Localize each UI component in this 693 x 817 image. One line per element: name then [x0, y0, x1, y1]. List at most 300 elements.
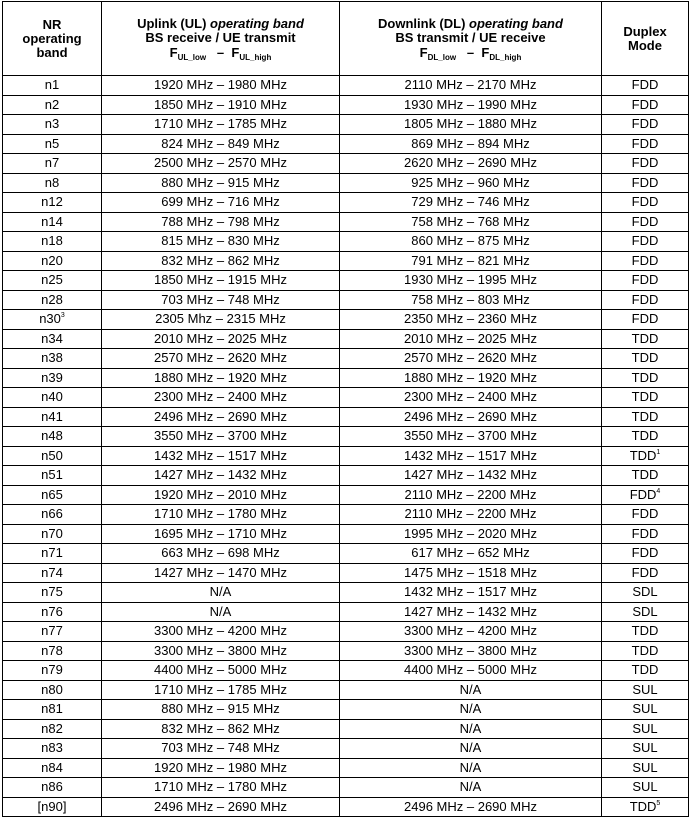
header-row	[3, 2, 689, 76]
band-cell-text: n51	[41, 467, 63, 483]
band-cell-text: n5	[44, 135, 60, 151]
uplink-cell	[102, 154, 340, 174]
downlink-cell-text: 1930 MHz – 1990 MHz	[404, 96, 537, 112]
band-cell	[3, 739, 102, 759]
band-cell-text: n86	[41, 779, 63, 795]
downlink-cell	[340, 661, 602, 681]
uplink-cell-text: 788 MHz – 798 MHz	[161, 213, 280, 229]
duplex-mode-cell	[602, 349, 689, 369]
band-cell	[3, 290, 102, 310]
duplex-mode-cell-text: SDL	[632, 584, 658, 600]
duplex-mode-cell	[602, 212, 689, 232]
uplink-cell	[102, 388, 340, 408]
downlink-cell-text: 925 MHz – 960 MHz	[411, 174, 530, 190]
duplex-mode-cell	[602, 719, 689, 739]
downlink-cell-text: 3300 MHz – 3800 MHz	[404, 642, 537, 658]
table-row	[3, 95, 689, 115]
uplink-cell	[102, 524, 340, 544]
table-row	[3, 388, 689, 408]
band-cell-text: n34	[41, 330, 63, 346]
header-col2-prefix: Uplink (UL)	[137, 16, 211, 31]
uplink-cell-text: 699 MHz – 716 MHz	[161, 194, 280, 210]
uplink-cell-text: 3300 MHz – 3800 MHz	[154, 642, 287, 658]
downlink-cell	[340, 271, 602, 291]
band-cell-text: n12	[41, 194, 63, 210]
f-dl-high-main: F	[481, 45, 490, 60]
uplink-cell	[102, 661, 340, 681]
band-cell	[3, 524, 102, 544]
duplex-mode-cell-text: TDD	[631, 662, 659, 678]
downlink-cell	[340, 583, 602, 603]
uplink-cell-text: 1920 MHz – 1980 MHz	[154, 759, 287, 775]
band-cell-text: n77	[41, 623, 63, 639]
f-dl-high-sub: DL_high	[489, 53, 522, 62]
band-cell	[3, 212, 102, 232]
downlink-cell	[340, 622, 602, 642]
table-row	[3, 680, 689, 700]
duplex-mode-cell	[602, 310, 689, 330]
duplex-mode-cell-text: SUL	[632, 740, 658, 756]
band-cell-text: n82	[41, 720, 63, 736]
table-row	[3, 154, 689, 174]
band-cell	[3, 466, 102, 486]
uplink-cell-text: 1850 MHz – 1910 MHz	[154, 96, 287, 112]
duplex-mode-cell-text: TDD	[631, 428, 659, 444]
downlink-cell	[340, 310, 602, 330]
band-cell	[3, 505, 102, 525]
duplex-mode-cell-text: TDD	[631, 408, 659, 424]
header-duplex-mode	[602, 2, 689, 76]
header-col3-line2: BS transmit / UE receive	[395, 30, 546, 45]
uplink-cell	[102, 719, 340, 739]
band-cell	[3, 485, 102, 505]
downlink-cell	[340, 95, 602, 115]
downlink-cell-text: N/A	[459, 681, 482, 697]
duplex-mode-cell	[602, 778, 689, 798]
header-col2-dash: –	[216, 45, 225, 60]
band-cell-text: n3	[44, 116, 60, 132]
band-cell	[3, 349, 102, 369]
uplink-cell	[102, 446, 340, 466]
header-col1-line1: NR	[42, 16, 62, 32]
table-row	[3, 134, 689, 154]
duplex-mode-cell-text: TDD	[631, 389, 659, 405]
downlink-cell-text: 4400 MHz – 5000 MHz	[404, 662, 537, 678]
downlink-cell	[340, 739, 602, 759]
uplink-cell	[102, 700, 340, 720]
downlink-cell	[340, 290, 602, 310]
duplex-mode-cell-text: FDD	[631, 116, 659, 132]
table-row	[3, 758, 689, 778]
table-row	[3, 466, 689, 486]
downlink-cell	[340, 602, 602, 622]
table-row	[3, 563, 689, 583]
table-row	[3, 232, 689, 252]
duplex-mode-cell	[602, 758, 689, 778]
uplink-cell-text: 1427 MHz – 1432 MHz	[154, 467, 287, 483]
band-cell-text: n1	[44, 77, 60, 93]
uplink-cell	[102, 544, 340, 564]
downlink-cell	[340, 505, 602, 525]
band-cell	[3, 271, 102, 291]
downlink-cell-text: 1427 MHz – 1432 MHz	[404, 603, 537, 619]
uplink-cell	[102, 115, 340, 135]
band-cell	[3, 700, 102, 720]
band-cell	[3, 134, 102, 154]
band-cell-text: n70	[41, 525, 63, 541]
uplink-cell-text: 2496 MHz – 2690 MHz	[154, 798, 287, 814]
downlink-cell-text: 1432 MHz – 1517 MHz	[404, 447, 537, 463]
f-ul-low-main: F	[169, 45, 178, 60]
downlink-cell-text: 1930 MHz – 1995 MHz	[404, 272, 537, 288]
band-cell-text: n25	[41, 272, 63, 288]
duplex-mode-cell-text: TDD	[631, 642, 659, 658]
table-row	[3, 583, 689, 603]
band-cell-text: n78	[41, 642, 63, 658]
downlink-cell-text: 2496 MHz – 2690 MHz	[404, 798, 537, 814]
header-col3-italic: operating band	[469, 16, 563, 31]
f-ul-high-sub: UL_high	[239, 53, 272, 62]
table-row	[3, 76, 689, 96]
header-col2-formula	[102, 46, 339, 60]
downlink-cell-text: 1475 MHz – 1518 MHz	[404, 564, 537, 580]
downlink-cell-text: N/A	[459, 759, 482, 775]
table-row	[3, 700, 689, 720]
table-row	[3, 251, 689, 271]
band-cell-text: n20	[41, 252, 63, 268]
downlink-cell-text: 860 MHz – 875 MHz	[411, 233, 530, 249]
duplex-mode-cell	[602, 193, 689, 213]
uplink-cell	[102, 251, 340, 271]
uplink-cell	[102, 271, 340, 291]
header-col3-line1	[340, 17, 601, 31]
uplink-cell-text: 1710 MHz – 1785 MHz	[154, 116, 287, 132]
band-cell-text: n71	[41, 545, 63, 561]
duplex-mode-cell-text: TDD	[631, 467, 659, 483]
duplex-mode-cell	[602, 115, 689, 135]
uplink-cell	[102, 758, 340, 778]
downlink-cell	[340, 232, 602, 252]
duplex-mode-cell	[602, 524, 689, 544]
band-cell-text: [n90]	[37, 798, 67, 814]
duplex-mode-cell	[602, 466, 689, 486]
f-ul-low-sub: UL_low	[177, 53, 207, 62]
downlink-cell-text: 2570 MHz – 2620 MHz	[404, 350, 537, 366]
band-cell	[3, 622, 102, 642]
downlink-cell-text: 2620 MHz – 2690 MHz	[404, 155, 537, 171]
uplink-cell-text: 1432 MHz – 1517 MHz	[154, 447, 287, 463]
table-row	[3, 719, 689, 739]
band-cell-text: n39	[41, 369, 63, 385]
downlink-cell-text: 2110 MHz – 2170 MHz	[404, 77, 537, 93]
band-cell-text: n79	[41, 662, 63, 678]
uplink-cell-text: 1427 MHz – 1470 MHz	[154, 564, 287, 580]
downlink-cell-text: 1995 MHz – 2020 MHz	[404, 525, 537, 541]
table-row	[3, 407, 689, 427]
downlink-cell	[340, 368, 602, 388]
f-dl-low-sub: DL_low	[427, 53, 457, 62]
uplink-cell-text: 832 MHz – 862 MHz	[161, 720, 280, 736]
duplex-mode-cell	[602, 485, 689, 505]
table-row	[3, 622, 689, 642]
duplex-mode-cell	[602, 641, 689, 661]
uplink-cell-text: 1710 MHz – 1780 MHz	[154, 506, 287, 522]
uplink-cell	[102, 310, 340, 330]
duplex-mode-cell	[602, 232, 689, 252]
band-cell-text: n2	[44, 96, 60, 112]
downlink-cell-text: 3550 MHz – 3700 MHz	[404, 428, 537, 444]
uplink-cell	[102, 212, 340, 232]
table-row	[3, 778, 689, 798]
uplink-cell-text: 880 MHz – 915 MHz	[161, 174, 280, 190]
duplex-mode-cell-text: FDD	[631, 174, 659, 190]
downlink-cell-text: N/A	[459, 740, 482, 756]
table-row	[3, 173, 689, 193]
band-cell	[3, 427, 102, 447]
duplex-mode-cell-text: SUL	[632, 681, 658, 697]
downlink-cell-text: 1432 MHz – 1517 MHz	[404, 584, 537, 600]
band-cell	[3, 583, 102, 603]
duplex-mode-cell-text: FDD	[631, 272, 659, 288]
duplex-mode-cell	[602, 680, 689, 700]
header-col3-prefix: Downlink (DL)	[378, 16, 470, 31]
duplex-mode-cell-text: TDD	[631, 330, 659, 346]
uplink-cell-text: 3300 MHz – 4200 MHz	[154, 623, 287, 639]
band-cell-text: n81	[41, 701, 63, 717]
band-cell-text: n28	[41, 291, 63, 307]
duplex-mode-cell-text: FDD	[629, 486, 657, 502]
uplink-cell	[102, 290, 340, 310]
band-cell-text: n84	[41, 759, 63, 775]
downlink-cell-text: 791 MHz – 821 MHz	[411, 252, 530, 268]
uplink-cell-text: 1920 MHz – 1980 MHz	[154, 77, 287, 93]
duplex-mode-cell	[602, 407, 689, 427]
uplink-cell	[102, 427, 340, 447]
duplex-mode-cell	[602, 797, 689, 817]
duplex-mode-cell-footnote: 1	[656, 448, 661, 456]
downlink-cell	[340, 544, 602, 564]
uplink-cell	[102, 134, 340, 154]
duplex-mode-cell-text: FDD	[631, 194, 659, 210]
duplex-mode-cell	[602, 622, 689, 642]
band-cell	[3, 368, 102, 388]
uplink-cell-text: 4400 MHz – 5000 MHz	[154, 662, 287, 678]
table-row	[3, 485, 689, 505]
duplex-mode-cell-text: SUL	[632, 720, 658, 736]
band-cell	[3, 446, 102, 466]
header-col4-line2: Mode	[628, 37, 662, 53]
downlink-cell	[340, 251, 602, 271]
table-row	[3, 427, 689, 447]
duplex-mode-cell-footnote: 5	[656, 799, 661, 807]
header-downlink-band	[340, 2, 602, 76]
uplink-cell	[102, 349, 340, 369]
band-cell-text: n8	[44, 174, 60, 190]
downlink-cell	[340, 680, 602, 700]
band-cell-text: n41	[41, 408, 63, 424]
duplex-mode-cell	[602, 700, 689, 720]
uplink-cell-text: 2570 MHz – 2620 MHz	[154, 350, 287, 366]
duplex-mode-cell	[602, 134, 689, 154]
downlink-cell-text: 2350 MHz – 2360 MHz	[404, 311, 537, 327]
band-cell	[3, 719, 102, 739]
table-row	[3, 641, 689, 661]
duplex-mode-cell-text: FDD	[631, 506, 659, 522]
band-cell-text: n66	[41, 506, 63, 522]
duplex-mode-cell	[602, 271, 689, 291]
downlink-cell	[340, 115, 602, 135]
uplink-cell-text: N/A	[209, 584, 232, 600]
duplex-mode-cell	[602, 388, 689, 408]
downlink-cell-text: 2496 MHz – 2690 MHz	[404, 408, 537, 424]
duplex-mode-cell-text: FDD	[631, 96, 659, 112]
downlink-cell	[340, 134, 602, 154]
table-row	[3, 193, 689, 213]
header-col1-line2: operating	[22, 30, 82, 46]
table-row	[3, 524, 689, 544]
downlink-cell	[340, 446, 602, 466]
band-cell	[3, 76, 102, 96]
band-cell	[3, 115, 102, 135]
duplex-mode-cell-text: FDD	[631, 564, 659, 580]
downlink-cell-text: 2110 MHz – 2200 MHz	[404, 486, 537, 502]
duplex-mode-cell-text: FDD	[631, 252, 659, 268]
duplex-mode-cell	[602, 173, 689, 193]
downlink-cell	[340, 563, 602, 583]
duplex-mode-cell-text: FDD	[631, 525, 659, 541]
duplex-mode-cell-text: FDD	[631, 233, 659, 249]
band-cell	[3, 173, 102, 193]
downlink-cell	[340, 388, 602, 408]
header-col2-line2: BS receive / UE transmit	[145, 30, 296, 45]
band-cell	[3, 641, 102, 661]
uplink-cell	[102, 583, 340, 603]
table-row	[3, 797, 689, 817]
uplink-cell	[102, 466, 340, 486]
downlink-cell	[340, 173, 602, 193]
uplink-cell	[102, 641, 340, 661]
uplink-cell-text: 1695 MHz – 1710 MHz	[154, 525, 287, 541]
band-rows	[3, 76, 689, 817]
duplex-mode-cell	[602, 251, 689, 271]
uplink-cell	[102, 329, 340, 349]
duplex-mode-cell	[602, 446, 689, 466]
duplex-mode-cell-footnote: 4	[656, 487, 661, 495]
table-row	[3, 310, 689, 330]
duplex-mode-cell	[602, 544, 689, 564]
uplink-cell	[102, 368, 340, 388]
band-cell	[3, 778, 102, 798]
band-cell-text: n65	[41, 486, 63, 502]
band-cell-footnote: 3	[60, 312, 65, 320]
header-col4-line1: Duplex	[623, 23, 667, 39]
uplink-cell-text: 2496 MHz – 2690 MHz	[154, 408, 287, 424]
duplex-mode-cell-text: FDD	[631, 311, 659, 327]
header-col3-formula	[340, 46, 601, 60]
band-cell	[3, 563, 102, 583]
uplink-cell	[102, 193, 340, 213]
header-nr-operating-band	[3, 2, 102, 76]
f-ul-high-main: F	[231, 45, 240, 60]
table-row	[3, 544, 689, 564]
uplink-cell-text: 2300 MHz – 2400 MHz	[154, 389, 287, 405]
band-cell	[3, 661, 102, 681]
uplink-cell-text: 832 MHz – 862 MHz	[161, 252, 280, 268]
table-row	[3, 661, 689, 681]
downlink-cell-text: 2110 MHz – 2200 MHz	[404, 506, 537, 522]
uplink-cell-text: 1920 MHz – 2010 MHz	[154, 486, 287, 502]
band-cell-text: n75	[41, 584, 63, 600]
band-cell	[3, 154, 102, 174]
band-cell-text: n14	[41, 213, 63, 229]
duplex-mode-cell-text: FDD	[631, 545, 659, 561]
duplex-mode-cell-text: SDL	[632, 603, 658, 619]
table-row	[3, 368, 689, 388]
duplex-mode-cell	[602, 661, 689, 681]
nr-operating-bands-table	[2, 1, 689, 817]
table-row	[3, 329, 689, 349]
uplink-cell	[102, 602, 340, 622]
band-cell	[3, 797, 102, 817]
downlink-cell-text: 869 MHz – 894 MHz	[411, 135, 530, 151]
band-cell	[3, 544, 102, 564]
band-cell	[3, 95, 102, 115]
duplex-mode-cell-text: FDD	[631, 155, 659, 171]
band-cell	[3, 388, 102, 408]
uplink-cell	[102, 797, 340, 817]
uplink-cell-text: 1850 MHz – 1915 MHz	[154, 272, 287, 288]
downlink-cell-text: 1427 MHz – 1432 MHz	[404, 467, 537, 483]
table-row	[3, 212, 689, 232]
downlink-cell	[340, 212, 602, 232]
downlink-cell	[340, 193, 602, 213]
downlink-cell-text: 2010 MHz – 2025 MHz	[404, 330, 537, 346]
uplink-cell-text: 824 MHz – 849 MHz	[161, 135, 280, 151]
uplink-cell	[102, 680, 340, 700]
uplink-cell-text: 1710 MHz – 1780 MHz	[154, 779, 287, 795]
duplex-mode-cell	[602, 602, 689, 622]
downlink-cell	[340, 719, 602, 739]
downlink-cell	[340, 76, 602, 96]
downlink-cell-text: 1805 MHz – 1880 MHz	[404, 116, 537, 132]
downlink-cell	[340, 778, 602, 798]
uplink-cell	[102, 76, 340, 96]
duplex-mode-cell	[602, 329, 689, 349]
table-row	[3, 271, 689, 291]
downlink-cell-text: 617 MHz – 652 MHz	[411, 545, 530, 561]
duplex-mode-cell	[602, 739, 689, 759]
uplink-cell	[102, 485, 340, 505]
duplex-mode-cell-text: FDD	[631, 213, 659, 229]
downlink-cell	[340, 641, 602, 661]
downlink-cell-text: N/A	[459, 720, 482, 736]
duplex-mode-cell	[602, 290, 689, 310]
uplink-cell-text: 3550 MHz – 3700 MHz	[154, 428, 287, 444]
downlink-cell	[340, 349, 602, 369]
band-cell-text: n30	[39, 311, 61, 327]
duplex-mode-cell	[602, 563, 689, 583]
duplex-mode-cell-text: TDD	[631, 623, 659, 639]
uplink-cell-text: 703 MHz – 748 MHz	[161, 291, 280, 307]
header-uplink-band	[102, 2, 340, 76]
f-dl-low-main: F	[419, 45, 428, 60]
band-cell	[3, 758, 102, 778]
uplink-cell	[102, 563, 340, 583]
duplex-mode-cell	[602, 154, 689, 174]
band-cell-text: n40	[41, 389, 63, 405]
downlink-cell	[340, 797, 602, 817]
duplex-mode-cell	[602, 583, 689, 603]
